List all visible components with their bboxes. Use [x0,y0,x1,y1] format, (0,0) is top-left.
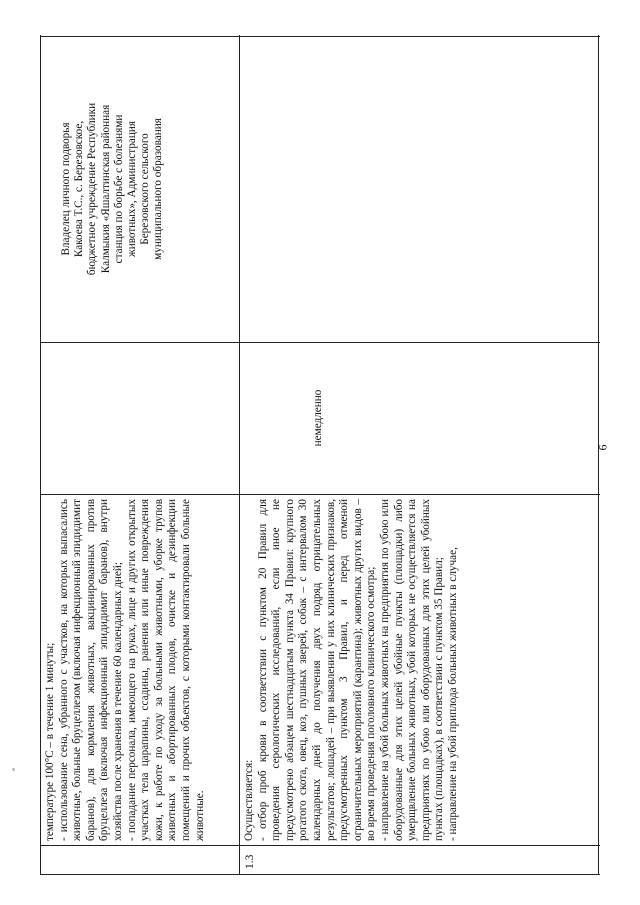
content-paragraph: - использование сена, убранного с участков, на которых выпасались животные, больные бруцеллезом (включая инфекционный эпидидимит баранов), для кормления животных, вакцинированных против бруцеллеза (включая инфекционный эпидидимит баранов), внутри хозяйства после хранения в течение 60 календарных дней; [57,499,124,841]
rotated-table-page [40,35,600,875]
row-number: 1.3 [244,854,256,869]
content-paragraph: - направление на убой больных животных на предприятия по убою или оборудованные для этих целей убойные пункты (площадки) либо умерщвление больных животных, убой которых не осуществляется на предприятиях по убою или оборудованных для этих целей убойных пунктах (площадках), в соответствии с пунктом 35 Правил; [378,499,446,841]
responsible-line: Какоева Т.С., с. Березовское, [73,120,86,258]
table-top-border [40,35,41,875]
responsible-line: Березовского сельского [139,133,152,245]
content-paragraph: - отбор проб крови в соответствии с пунктом 20 Правил для проведения серологических исследований, если иное не предусмотрено абзацем шестнадцатым пункта 34 Правил: крупного рогатого скота, овец, коз, пушных зверей, собак – с интервалом 30 календарных дней до получения двух подряд отрицательных результатов; лошадей – при выявлении у них клинических признаков, предусмотренных пунктом 3 Правил, и перед отменой ограничительных мероприятий (карантина); животных других видов – во время проведения поголовного клинического осмотра; [256,499,378,841]
table-bottom-border [598,35,599,875]
responsible-line: животных», Администрация [126,120,139,258]
responsible-line: бюджетное учреждение Республики [86,102,99,276]
responsible-line: станция по борьбе с болезнями [112,114,125,264]
content-column-divider [40,494,600,495]
content-paragraph: - попадание персонала, имеющего на руках, лице и других открытых участках тела царапины, ссадины, ранения или иные повреждения кожи, к работе по уходу за больными животными, уборке трупов животных и абортированных плодов, очистке и дезинфекции помещений и прочих объектов, с которыми контактировали больные животные. [125,499,206,841]
content-paragraph: - направление на убой приплода больных животных в случае, [446,547,459,841]
row-divider [239,35,240,875]
responsible-line: Калмыкия «Яшалтинская районная [99,104,112,274]
page-number: 6 [595,444,610,451]
row-1-3-deadline: немедленно [312,389,324,447]
table-right-border [40,36,600,37]
deadline-column-divider [40,342,600,343]
content-paragraph: температуре 100°С – в течение 1 минуты; [44,642,56,841]
content-paragraph: Осуществляется: [243,759,255,841]
table-left-border [40,874,600,875]
responsible-line: муниципального образования [152,118,165,260]
number-column-divider [40,845,600,846]
prev-row-content [44,499,237,841]
row-1-3-content [243,499,597,841]
scan-speck [12,768,15,771]
prev-row-responsible [60,41,230,337]
responsible-line: Владелец личного подворья [60,122,72,256]
